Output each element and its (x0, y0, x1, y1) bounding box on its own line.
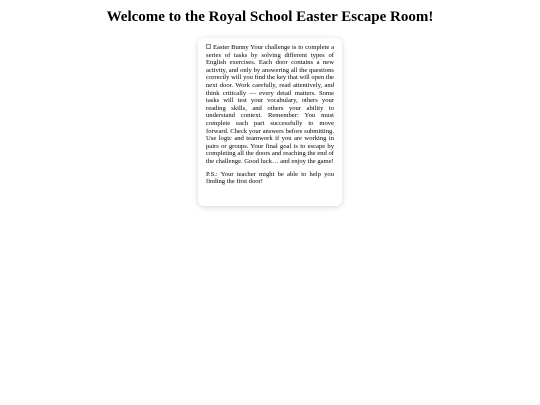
page-title: Welcome to the Royal School Easter Escape Room! (106, 9, 434, 25)
intro-text: Your challenge is to complete a series of tasks by solving different types of English exercises. Each door contains a new activity, and only by answering all the questions correctly will you find the key that will open the next door. Work carefully, read attentively, and think critically — every detail matters. Some tasks will test your vocabulary, others your reading skills, and others your ability to understand context. Remember: You must complete each part successfully to move forward. Check your answers before submitting. Use logic and teamwork if you are working in pairs or groups. Your final goal is to escape by completing all the doors and reaching the end of the challenge. Good luck… and enjoy the game! (206, 44, 334, 165)
intro-paragraph (206, 44, 334, 166)
easter-bunny-image-icon: Easter Bunny (206, 44, 249, 52)
intro-card (198, 38, 342, 206)
ps-paragraph: P.S.: Your teacher might be able to help you finding the first door! (206, 170, 334, 186)
